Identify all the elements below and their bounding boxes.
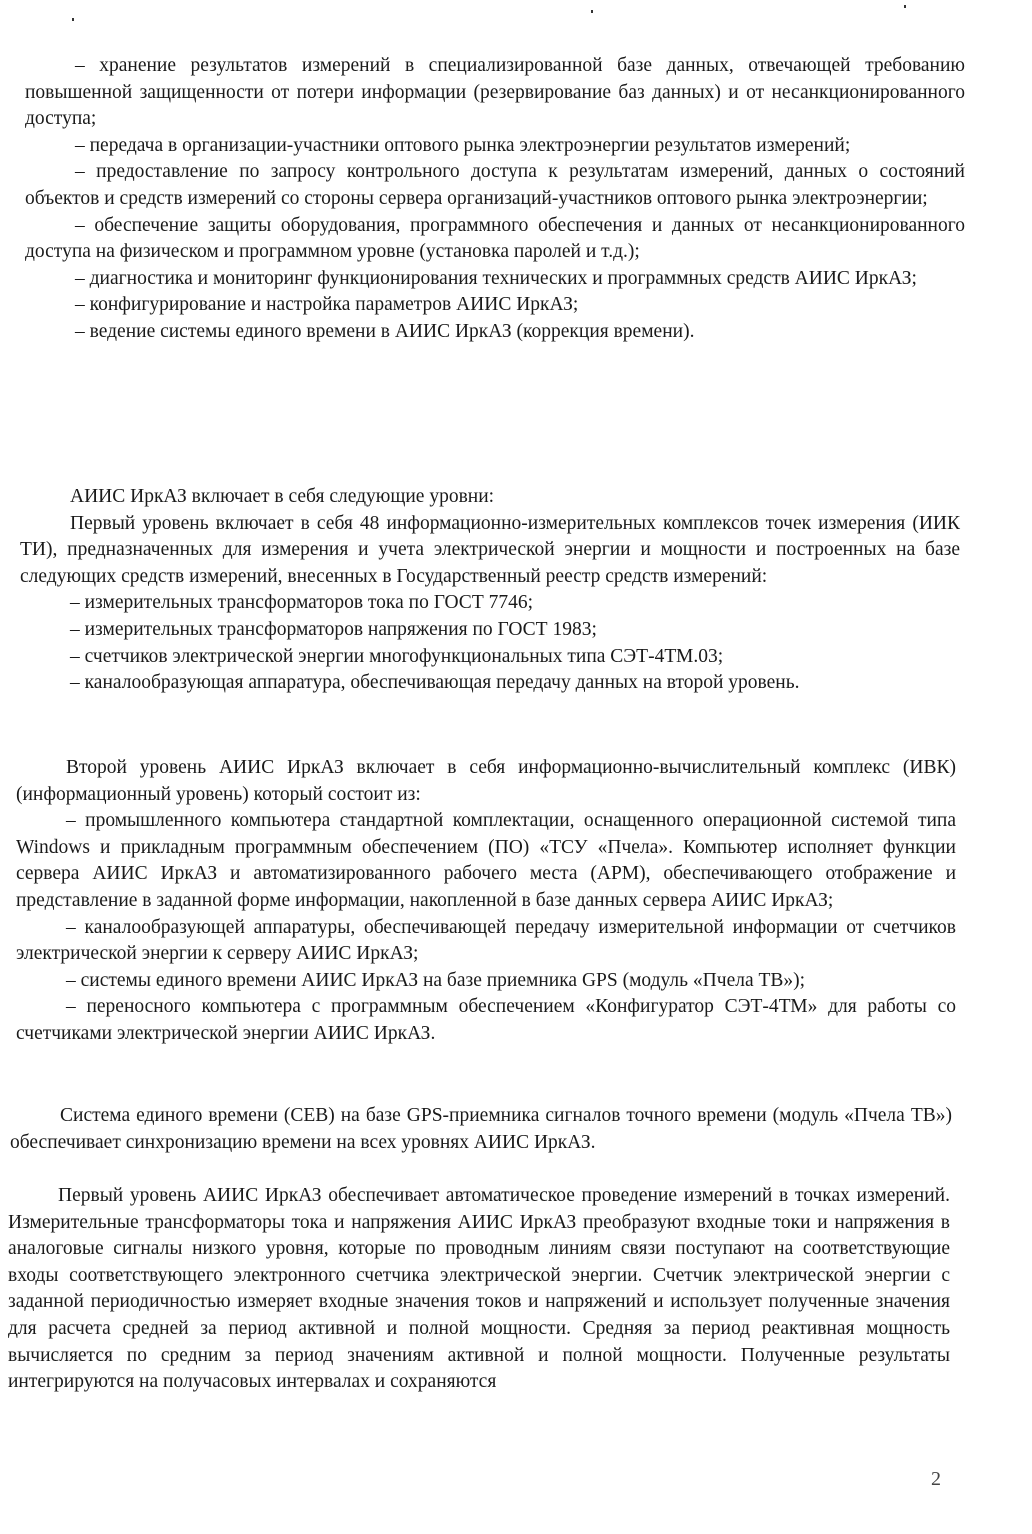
scan-speck — [904, 5, 906, 8]
sev-paragraph: Система единого времени (СЕВ) на базе GPS-приемника сигналов точного времени (модуль «Пчела ТВ») обеспечивает синхронизацию времени на всех уровнях АИИС ИркАЗ. — [10, 1105, 952, 1153]
intro-list-item: – передача в организации-участники оптового рынка электроэнергии результатов измерений; — [75, 134, 851, 156]
first-level-list-item: – измерительных трансформаторов тока по ГОСТ 7746; — [70, 592, 534, 614]
operation-paragraph: Первый уровень АИИС ИркАЗ обеспечивает автоматическое проведение измерений в точках измерений. Измерительные трансформаторы тока и напряжения АИИС ИркАЗ преобразуют входные токи и напряжения в аналоговые сигналы низкого уровня, которые по проводным линиям связи поступают на соответствующие входы соответствующего электронного счетчика электрической энергии. Счетчик электрической энергии с заданной периодичностью измеряет входные значения токов и напряжений и использует полученные значения для расчета средней за период активной и полной мощности. Средняя за период реактивная мощность вычисляется по средним за период значениям активной и полной мощности. Полученные результаты интегрируются на получасовых интервалах и сохраняются — [8, 1185, 950, 1393]
intro-list-item: – конфигурирование и настройка параметров АИИС ИркАЗ; — [75, 294, 579, 316]
sev-section — [10, 1103, 952, 1156]
intro-list-item: – ведение системы единого времени в АИИС ИркАЗ (коррекция времени). — [75, 320, 695, 342]
page-number: 2 — [931, 1468, 941, 1490]
second-level-list-item: – системы единого времени АИИС ИркАЗ на базе приемника GPS (модуль «Пчела ТВ»); — [66, 969, 806, 991]
second-level-list-item: – каналообразующей аппаратуры, обеспечивающей передачу измерительной информации от счетчиков электрической энергии к серверу АИИС ИркАЗ; — [16, 916, 956, 965]
first-level-list-item: – счетчиков электрической энергии многофункциональных типа СЭТ-4ТМ.03; — [70, 645, 724, 667]
intro-list — [25, 53, 965, 346]
first-level-list-item: – измерительных трансформаторов напряжения по ГОСТ 1983; — [70, 618, 597, 640]
intro-list-item: – хранение результатов измерений в специализированной базе данных, отвечающей требованию повышенной защищенности от потери информации (резервирование баз данных) и от несанкционированного доступа; — [25, 55, 965, 130]
scan-speck — [591, 10, 593, 13]
second-level-section — [16, 755, 956, 1048]
intro-list-item: – предоставление по запросу контрольного доступа к результатам измерений, данных о состояний объектов и средств измерений со стороны сервера организаций-участников оптового рынка электроэнергии; — [25, 161, 965, 209]
operation-section — [8, 1183, 950, 1396]
first-level-list-item: – каналообразующая аппаратура, обеспечивающая передачу данных на второй уровень. — [70, 672, 800, 694]
second-level-list-item: – промышленного компьютера стандартной комплектации, оснащенного операционной системой типа Windows и прикладным программным обеспечением (ПО) «ТСУ «Пчела». Компьютер исполняет функции сервера АИИС ИркАЗ и автоматизированного рабочего места (АРМ), обеспечивающего отображение и представление в заданной форме информации, накопленной в базе данных сервера АИИС ИркАЗ; — [16, 810, 956, 911]
first-level-paragraph: Первый уровень включает в себя 48 информационно-измерительных комплексов точек измерения (ИИК ТИ), предназначенных для измерения и учета электрической энергии и мощности и построенных на базе следующих средств измерений, внесенных в Государственный реестр средств измерений: — [20, 512, 960, 587]
levels-heading: АИИС ИркАЗ включает в себя следующие уровни: — [70, 486, 495, 507]
second-level-paragraph: Второй уровень АИИС ИркАЗ включает в себя информационно-вычислительный комплекс (ИВК) (информационный уровень) который состоит из: — [16, 757, 956, 805]
second-level-list-item: – переносного компьютера с программным обеспечением «Конфигуратор СЭТ-4ТМ» для работы со счетчиками электрической энергии АИИС ИркАЗ. — [16, 996, 956, 1044]
scan-speck — [72, 18, 74, 21]
intro-list-item: – диагностика и мониторинг функционирования технических и программных средств АИИС ИркАЗ; — [75, 267, 917, 289]
levels-section — [20, 484, 960, 697]
intro-list-item: – обеспечение защиты оборудования, программного обеспечения и данных от несанкционированного доступа на физическом и программном уровне (установка паролей и т.д.); — [25, 214, 965, 263]
